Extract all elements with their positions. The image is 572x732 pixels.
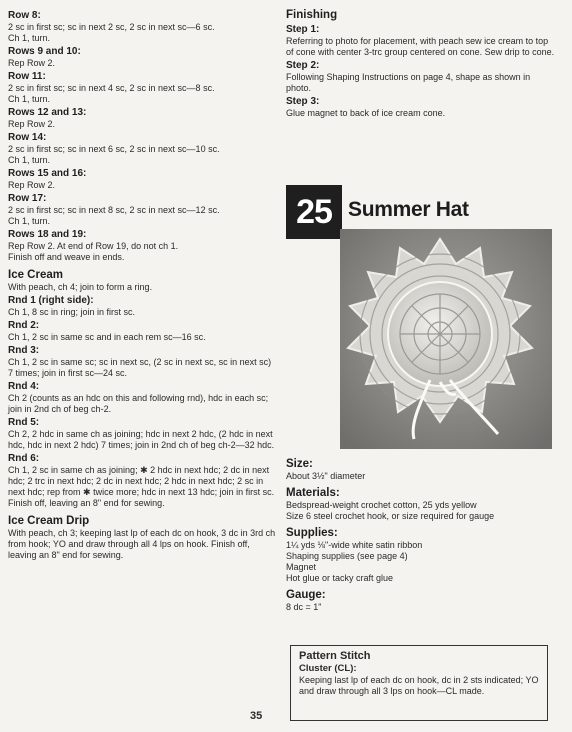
supplies-line-2: Shaping supplies (see page 4)	[286, 551, 408, 561]
details-section	[286, 457, 556, 613]
instruction-text: Ch 2, 2 hdc in same ch as joining; hdc in next 2 hdc, (2 hdc in next hdc, hdc in next 2 hdc) 7 times; join in 2nd ch of beg ch-2—32 hdc.	[8, 429, 275, 450]
instruction-text: Ch 1, turn.	[8, 216, 51, 226]
step-2-label: Step 2:	[286, 60, 320, 71]
page-number: 35	[250, 710, 263, 722]
instruction-text: Rep Row 2.	[8, 58, 56, 68]
step-3-text: Glue magnet to back of ice cream cone.	[286, 108, 446, 118]
instruction-text: Finish off, leaving an 8" end for sewing.	[8, 498, 165, 508]
instruction-text: 2 sc in first sc; sc in next 6 sc, 2 sc in next sc—10 sc.	[8, 144, 220, 154]
cluster-label: Cluster (CL):	[299, 663, 357, 674]
instruction-text: Ch 1, turn.	[8, 155, 51, 165]
instruction-text: Rep Row 2. At end of Row 19, do not ch 1.	[8, 241, 179, 251]
instruction-heading: Ice Cream	[8, 269, 63, 281]
instruction-heading: Rnd 1 (right side):	[8, 295, 94, 306]
size-text: About 3½" diameter	[286, 471, 366, 481]
instruction-heading: Row 11:	[8, 71, 46, 82]
instruction-heading: Rows 9 and 10:	[8, 46, 81, 57]
instruction-heading: Row 14:	[8, 132, 47, 143]
instruction-heading: Row 17:	[8, 193, 47, 204]
project-title: Summer Hat	[348, 198, 469, 221]
instruction-text: 2 sc in first sc; sc in next 8 sc, 2 sc in next sc—12 sc.	[8, 205, 220, 215]
materials-heading: Materials:	[286, 487, 340, 499]
instruction-heading: Ice Cream Drip	[8, 515, 90, 527]
instruction-heading: Rnd 4:	[8, 381, 40, 392]
instruction-text: Ch 1, 2 sc in same sc and in each rem sc—16 sc.	[8, 332, 206, 342]
instruction-heading: Rows 15 and 16:	[8, 168, 87, 179]
step-1-label: Step 1:	[286, 24, 320, 35]
instruction-heading: Rows 12 and 13:	[8, 107, 87, 118]
instruction-heading: Rnd 5:	[8, 417, 40, 428]
supplies-line-3: Magnet	[286, 562, 317, 572]
instruction-heading: Rows 18 and 19:	[8, 229, 87, 240]
size-heading: Size:	[286, 458, 313, 470]
summer-hat-photo	[340, 229, 552, 449]
finishing-section	[286, 8, 556, 119]
instruction-heading: Rnd 2:	[8, 320, 40, 331]
cluster-text: Keeping last lp of each dc on hook, dc in 2 sts indicated; YO and draw through all 3 lps on hook—CL made.	[299, 675, 539, 696]
step-1-text: Referring to photo for placement, with peach sew ice cream to top of cone with center 3-trc group centered on cone. Sew drip to cone.	[286, 36, 555, 57]
instruction-text: Ch 1, turn.	[8, 33, 51, 43]
instruction-text: Ch 1, turn.	[8, 94, 51, 104]
instruction-heading: Rnd 6:	[8, 453, 40, 464]
instruction-text: Ch 1, 2 sc in same ch as joining; ✱ 2 hdc in next hdc; 2 dc in next hdc; 2 trc in next hdc; 2 dc in next hdc; 2 hdc in next hdc; 2 sc in next hdc; rep from ✱ twice more; hdc in next 13 hdc; join in first sc.	[8, 465, 275, 497]
supplies-line-4: Hot glue or tacky craft glue	[286, 573, 394, 583]
materials-line-1: Bedspread-weight crochet cotton, 25 yds yellow	[286, 500, 477, 510]
instruction-heading: Row 8:	[8, 10, 41, 21]
instruction-text: Finish off and weave in ends.	[8, 252, 125, 262]
gauge-heading: Gauge:	[286, 589, 326, 601]
instruction-text: Ch 1, 2 sc in same sc; sc in next sc, (2 sc in next sc, sc in next sc) 7 times; join in first sc—24 sc.	[8, 357, 272, 378]
instruction-text: Ch 2 (counts as an hdc on this and following rnd), hdc in each sc; join in 2nd ch of beg ch-2.	[8, 393, 269, 414]
instruction-text: With peach, ch 4; join to form a ring.	[8, 282, 153, 292]
gauge-text: 8 dc = 1"	[286, 602, 322, 612]
finishing-heading: Finishing	[286, 9, 338, 21]
instruction-text: Rep Row 2.	[8, 180, 56, 190]
project-number-badge: 25	[286, 185, 342, 239]
instruction-text: Rep Row 2.	[8, 119, 56, 129]
materials-line-2: Size 6 steel crochet hook, or size required for gauge	[286, 511, 495, 521]
supplies-heading: Supplies:	[286, 527, 338, 539]
instruction-heading: Rnd 3:	[8, 345, 40, 356]
pattern-stitch-box	[290, 645, 548, 721]
instruction-text: 2 sc in first sc; sc in next 2 sc, 2 sc in next sc—6 sc.	[8, 22, 215, 32]
pattern-stitch-title: Pattern Stitch	[299, 650, 371, 662]
step-3-label: Step 3:	[286, 96, 320, 107]
left-column	[8, 8, 278, 561]
instruction-text: 2 sc in first sc; sc in next 4 sc, 2 sc in next sc—8 sc.	[8, 83, 215, 93]
instruction-text: With peach, ch 3; keeping last lp of each dc on hook, 3 dc in 3rd ch from hook; YO and draw through all 4 lps on hook. Finish off, leaving an 8" end for sewing.	[8, 528, 276, 560]
step-2-text: Following Shaping Instructions on page 4, shape as shown in photo.	[286, 72, 531, 93]
instruction-text: Ch 1, 8 sc in ring; join in first sc.	[8, 307, 136, 317]
supplies-line-1: 1¼ yds ⅛"-wide white satin ribbon	[286, 540, 423, 550]
